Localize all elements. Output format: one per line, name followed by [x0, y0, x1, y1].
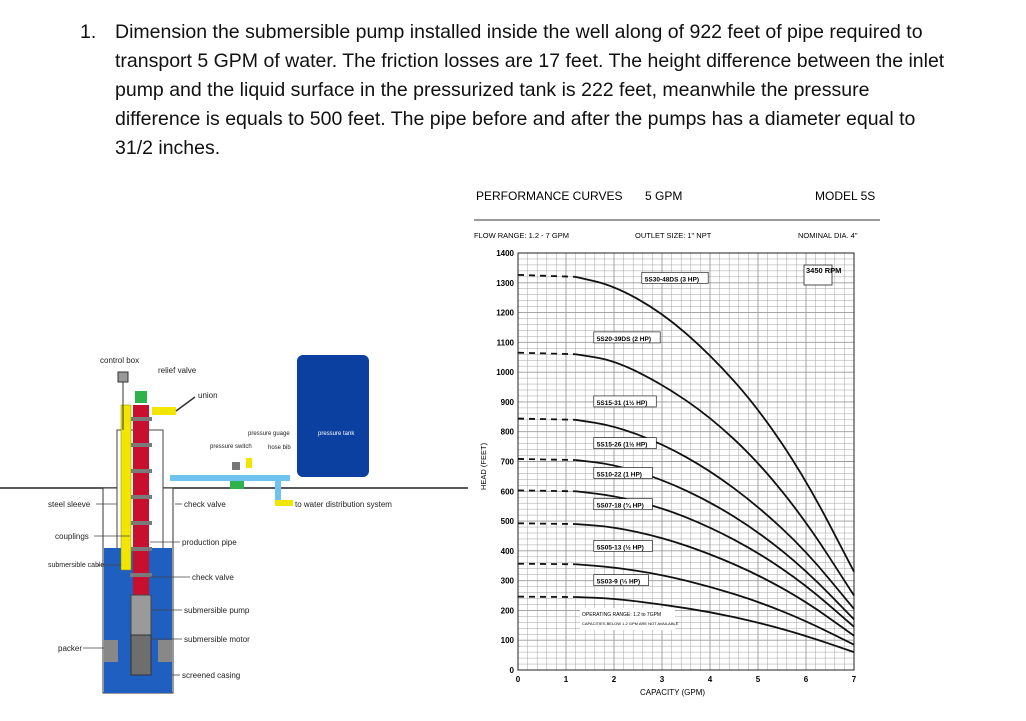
performance-chart [470, 180, 1020, 715]
y-tick-label: 1100 [496, 338, 514, 348]
operating-range-box [580, 608, 679, 630]
distribution-pipe [275, 500, 293, 506]
pressure-gauge [246, 458, 252, 468]
y-tick-label: 0 [509, 666, 514, 675]
series-label: 5S05-13 (½ HP) [596, 544, 644, 552]
pressure-tank [297, 355, 369, 477]
submersible-motor [131, 635, 151, 675]
chart-title-performance: PERFORMANCE CURVES [476, 189, 623, 203]
series-label: 5S07-18 (¾ HP) [596, 502, 644, 510]
union [152, 407, 176, 415]
label-submersible-motor: submersible motor [184, 635, 250, 644]
y-tick-label: 400 [500, 546, 514, 556]
check-valve-top [230, 481, 244, 489]
label-distribution: to water distribution system [295, 500, 392, 509]
label-submersible-cable: submersible cable [48, 562, 105, 569]
y-tick-label: 100 [500, 636, 514, 646]
series-label: 5S15-26 (1½ HP) [596, 441, 648, 449]
series-label: 5S30-48DS (3 HP) [644, 276, 700, 284]
surface-pipe [170, 475, 290, 481]
rpm-label: 3450 RPM [806, 266, 842, 275]
chart-title-model: MODEL 5S [815, 189, 876, 203]
label-packer: packer [58, 644, 83, 653]
label-steel-sleeve: steel sleeve [48, 500, 91, 509]
pump-curve [576, 460, 854, 619]
label-pressure-switch: pressure switch [210, 444, 252, 450]
well-diagram [0, 345, 470, 715]
label-couplings: couplings [55, 532, 89, 541]
series-label: 5S10-22 (1 HP) [596, 471, 642, 479]
label-pressure-tank: pressure tank [318, 431, 355, 437]
y-tick-label: 800 [500, 427, 514, 437]
y-tick-label: 1000 [496, 368, 514, 378]
chart-flow-range: FLOW RANGE: 1.2 - 7 GPM [474, 231, 570, 240]
y-tick-label: 900 [500, 397, 514, 407]
x-tick-label: 5 [755, 675, 761, 684]
y-tick-label: 1200 [496, 308, 514, 318]
operating-range-label: OPERATING RANGE: 1.2 to 7GPM [582, 612, 662, 618]
label-check-valve-top: check valve [184, 500, 226, 509]
chart-ylabel: HEAD (FEET) [479, 442, 488, 490]
chart-title-gpm: 5 GPM [645, 189, 683, 203]
x-tick-label: 4 [707, 675, 713, 684]
submersible-pump [131, 595, 151, 635]
x-tick-label: 2 [611, 675, 617, 684]
label-control-box: control box [100, 356, 140, 365]
y-tick-label: 1300 [496, 278, 514, 288]
chart-outlet-size: OUTLET SIZE: 1" NPT [635, 231, 712, 240]
label-pressure-gauge: pressure guage [248, 431, 290, 437]
question-text: Dimension the submersible pump installed inside the well along of 922 feet of pipe required to transport 5 GPM of water. The friction losses are 17 feet. The height difference between the inlet pump and the liquid surface in the pressurized tank is 222 feet, meanwhile the pressure difference is equals to 500 feet. The pipe before and after the pumps has a diameter equal to 31/2 inches. [115, 21, 945, 159]
label-screened-casing: screened casing [182, 671, 241, 680]
packer [104, 640, 118, 662]
plot-area [496, 249, 857, 684]
x-tick-label: 6 [803, 675, 809, 684]
operating-range-note: CAPACITIES BELOW 1.2 GPM ARE NOT AVAILABLE [582, 621, 679, 626]
series-label: 5S15-31 (1½ HP) [596, 399, 648, 407]
chart-nominal-dia: NOMINAL DIA. 4" [798, 231, 858, 240]
rpm-box [804, 265, 841, 285]
x-tick-label: 1 [563, 675, 569, 684]
production-pipe [133, 405, 149, 595]
label-hose-bib: hose bib [268, 445, 291, 451]
label-submersible-pump: submersible pump [184, 606, 250, 615]
packer-right [158, 640, 172, 662]
series-label: 5S20-39DS (2 HP) [596, 335, 652, 343]
label-relief-valve: relief valve [158, 366, 197, 375]
y-tick-label: 1400 [496, 249, 514, 258]
label-check-valve-bottom: check valve [192, 573, 234, 582]
pressure-switch-box [232, 462, 240, 470]
series-label: 5S03-9 (⅓ HP) [596, 578, 641, 586]
y-tick-label: 300 [500, 576, 514, 586]
control-box [118, 372, 128, 382]
x-tick-label: 7 [851, 675, 857, 684]
y-tick-label: 200 [500, 606, 514, 616]
y-tick-label: 500 [500, 517, 514, 527]
x-tick-label: 0 [515, 675, 521, 684]
question-number: 1. [80, 21, 97, 43]
relief-valve [135, 391, 147, 403]
y-tick-label: 600 [500, 487, 514, 497]
chart-xlabel: CAPACITY (GPM) [640, 688, 706, 697]
label-union: union [198, 391, 218, 400]
x-tick-label: 3 [659, 675, 665, 684]
label-production-pipe: production pipe [182, 538, 237, 547]
y-tick-label: 700 [500, 457, 514, 467]
